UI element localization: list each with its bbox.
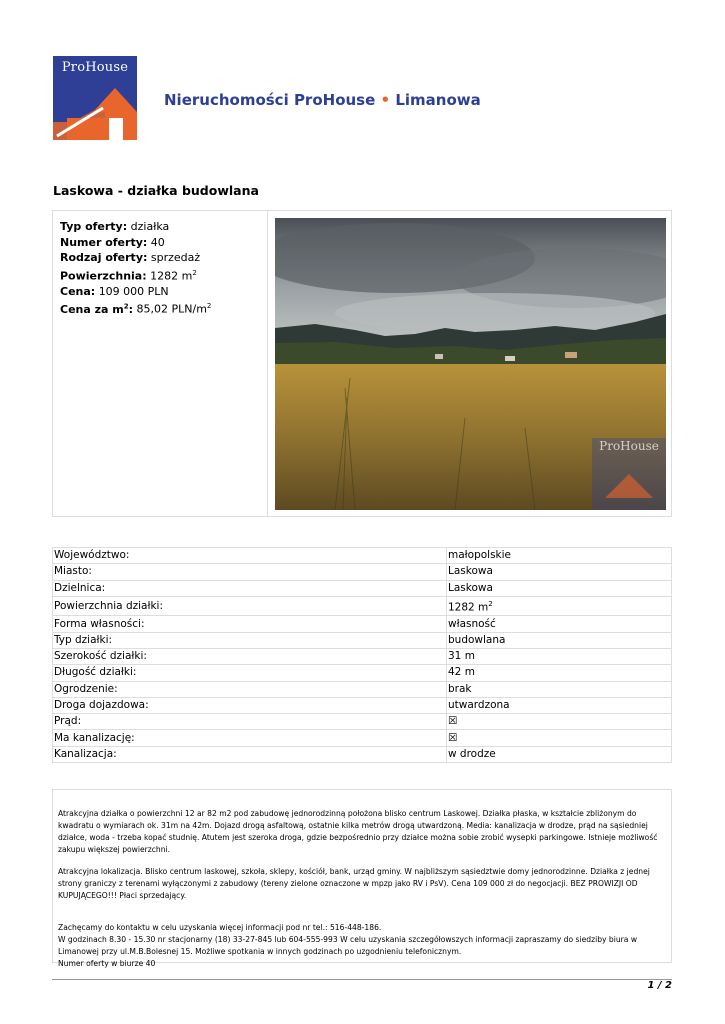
description-paragraph-2: Atrakcyjna lokalizacja. Blisko centrum laskowej, szkoła, sklepy, kościół, bank, urząd gminy. W najbliższym sąsiedztwie domy jednorodzinne. Działka z jednej strony graniczy z terenami wyłączonymi z zabudowy (tereny zielone oznaczone w mpzp jako RV i PsV). Cena 109 000 zł do negocjacji. BEZ PROWIZJI OD KUPUJĄCEGO!!! Płaci sprzedający. [58, 867, 650, 900]
table-row [53, 730, 672, 746]
table-row [53, 616, 672, 632]
offer-kind: Rodzaj oferty: sprzedaż [60, 251, 201, 264]
footer-divider [52, 979, 672, 980]
detail-label: Kanalizacja: [53, 746, 447, 762]
offer-price-per-m2: Cena za $m^2$: 85,02 PLN/$m^2$ [60, 302, 212, 316]
detail-value: w drodze [447, 746, 672, 762]
logo-text: ProHouse [61, 60, 129, 75]
detail-label: Prąd: [53, 714, 447, 730]
detail-label: Ogrodzenie: [53, 681, 447, 697]
detail-value: utwardzona [447, 697, 672, 713]
house-logo-icon [53, 78, 137, 140]
detail-value: Laskowa [447, 580, 672, 596]
detail-value: 1282 $m^2$ [447, 596, 672, 616]
detail-value: własność [447, 616, 672, 632]
page-number: 1 / 2 [647, 980, 672, 991]
detail-label: Powierzchnia działki: [53, 596, 447, 616]
detail-value: 31 m [447, 648, 672, 664]
brand-separator: • [380, 91, 391, 109]
brand-city: Limanowa [395, 91, 481, 109]
detail-value: budowlana [447, 632, 672, 648]
table-row [53, 596, 672, 616]
table-row [53, 714, 672, 730]
contact-hours: W godzinach 8.30 - 15.30 nr stacjonarny (18) 33-27-845 lub 604-555-993 W celu uzyskania szczegółowszych informacji zapraszamy do siedziby biura w Limanowej przy ul.M.B.Bolesnej 15. Możliwe spotkania w innych godzinach po uzgodnieniu telefonicznym. [58, 935, 638, 956]
detail-label: Ma kanalizację: [53, 730, 447, 746]
detail-label: Droga dojazdowa: [53, 697, 447, 713]
table-row [53, 665, 672, 681]
detail-value: 42 m [447, 665, 672, 681]
table-row [53, 746, 672, 762]
offer-area: Powierzchnia: 1282 $m^2$ [60, 268, 197, 283]
description [52, 789, 672, 968]
contact-line: Zachęcamy do kontaktu w celu uzyskania więcej informacji pod nr tel.: 516-448-186. [58, 923, 382, 932]
property-photo [275, 218, 666, 510]
detail-label: Forma własności: [53, 616, 447, 632]
brand-name [164, 91, 481, 109]
detail-label: Szerokość działki: [53, 648, 447, 664]
detail-label: Dzielnica: [53, 580, 447, 596]
offer-type: Typ oferty: działka [60, 220, 170, 233]
offer-number: Numer oferty: 40 [60, 235, 165, 249]
offer-summary [52, 210, 672, 517]
detail-label: Województwo: [53, 548, 447, 564]
detail-value: Laskowa [447, 564, 672, 580]
offer-price: Cena: 109 000 PLN [60, 284, 169, 298]
offer-fields [53, 211, 268, 516]
detail-label: Długość działki: [53, 665, 447, 681]
page-title: Laskowa - działka budowlana [53, 183, 259, 198]
table-row [53, 681, 672, 697]
detail-value: ☒ [447, 714, 672, 730]
table-row [53, 548, 672, 564]
detail-label: Typ działki: [53, 632, 447, 648]
photo-watermark: ProHouse [599, 439, 659, 453]
office-offer-number: Numer oferty w biurze 40 [58, 959, 156, 968]
table-row [53, 632, 672, 648]
detail-value: ☒ [447, 730, 672, 746]
details-table [52, 547, 672, 763]
table-row [53, 648, 672, 664]
brand-title: Nieruchomości ProHouse [164, 91, 376, 109]
detail-value: brak [447, 681, 672, 697]
detail-label: Miasto: [53, 564, 447, 580]
detail-value: małopolskie [447, 548, 672, 564]
table-row [53, 564, 672, 580]
prohouse-logo [53, 56, 137, 140]
description-paragraph-1: Atrakcyjna działka o powierzchni 12 ar 82 m2 pod zabudowę jednorodzinną położona blisko centrum Laskowej. Działka płaska, w kształcie zbliżonym do kwadratu o wymiarach ok. 31m na 42m. Dojazd drogą asfaltową, ostatnie kilka metrów drogą utwardzoną. Media: kanalizacja w drodze, prąd na sąsiedniej działce, woda - trzeba kopać studnię. Atutem jest szeroka droga, gdzie bezpośrednio przy działce można sobie zrobić wysepki parkingowe. Istnieje możliwość zakupu większej powierzchni. [58, 809, 658, 854]
table-row [53, 697, 672, 713]
table-row [53, 580, 672, 596]
